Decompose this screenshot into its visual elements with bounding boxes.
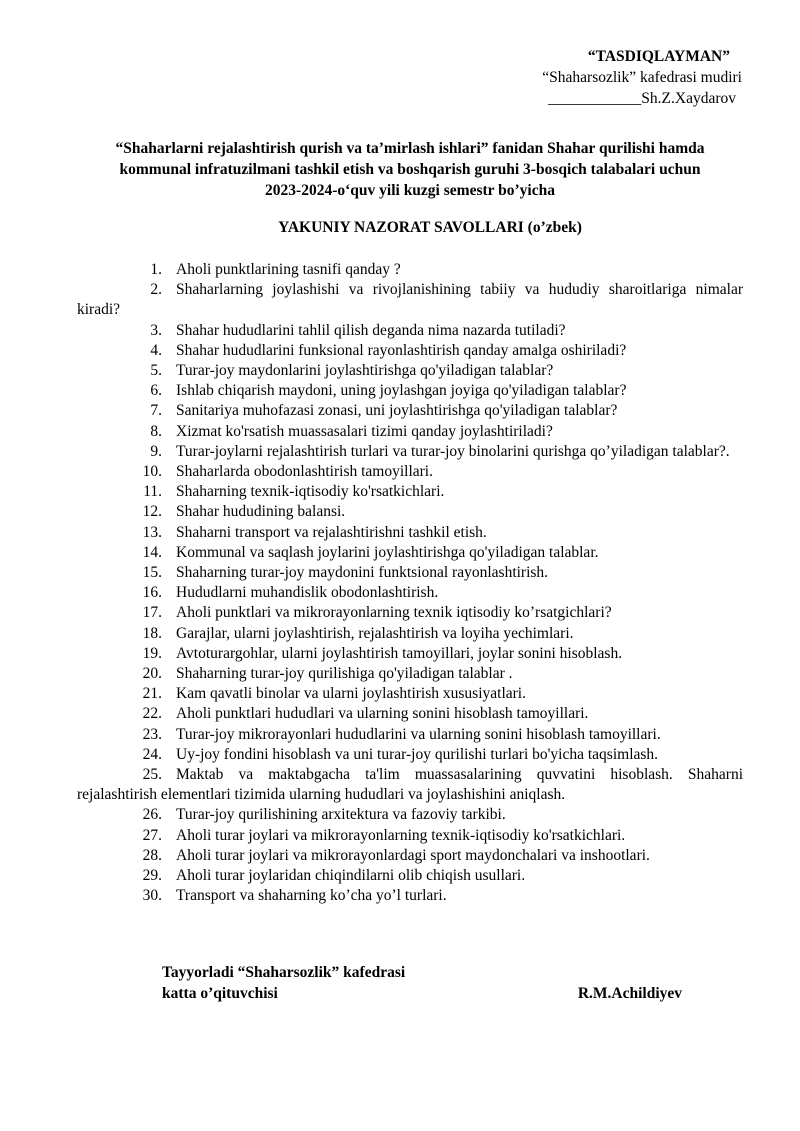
approval-position: “Shaharsozlik” kafedrasi mudiri [542,69,742,86]
question-item [77,846,743,866]
question-text: Shahar hududlarini funksional rayonlashtirish qanday amalga oshiriladi? [176,341,627,359]
question-item [77,341,743,361]
footer-signature [162,962,682,1004]
question-text: Shaharning turar-joy qurilishiga qo'yiladigan talablar . [176,665,513,683]
question-item [77,866,743,886]
question-number: 8. [150,422,162,440]
question-item [77,260,743,280]
question-list [77,260,743,907]
question-text: Kommunal va saqlash joylarini joylashtirishga qo'yiladigan talablar. [176,543,599,561]
document-subtitle: YAKUNIY NAZORAT SAVOLLARI (o’zbek) [278,219,582,236]
question-text: Shaharning turar-joy maydonini funktsional rayonlashtirish. [176,564,549,582]
question-number: 1. [150,261,162,278]
question-number: 3. [150,321,162,339]
document-title: “Shaharlarni rejalashtirish qurish va ta’mirlash ishlari” fanidan Shahar qurilishi hamda kommunal infratuzilmani tashkil etish va boshqarish guruhi 3-bosqich talabalari uchun 2023-2024-o‘quv yili kuzgi semestr bo’yicha [115,140,705,199]
question-text: Ishlab chiqarish maydoni, uning joylashgan joyiga qo'yiladigan talablar? [176,382,627,400]
question-text: Xizmat ko'rsatish muassasalari tizimi qanday joylashtiriladi? [176,422,553,440]
question-item [77,603,743,623]
question-item [77,502,743,522]
question-text: Aholi punktlarining tasnifi qanday ? [176,261,401,278]
question-text: Turar-joylarni rejalashtirish turlari va turar-joy binolarini qurishga qo’yiladigan talablar?. [176,442,730,460]
approval-heading: “TASDIQLAYMAN” [587,48,730,65]
question-item [77,321,743,341]
question-text: Maktab va maktabgacha ta'lim muassasalarining quvvatini hisoblash. Shaharni rejalashtirish elementlari tizimida ularning hududlari va joylashishini aniqlash. [77,766,743,804]
question-number: 19. [142,644,162,662]
footer-department: Tayyorladi “Shaharsozlik” kafedrasi [162,964,406,981]
question-item [77,523,743,543]
question-item [77,886,743,906]
question-number: 16. [142,584,162,602]
question-item [77,765,743,805]
question-number: 9. [150,442,162,460]
question-text: Transport va shaharning ko’cha yo’l turlari. [176,887,447,905]
question-number: 13. [142,523,162,541]
question-number: 7. [150,402,162,420]
question-number: 12. [142,503,162,521]
question-number: 5. [150,362,162,380]
question-text: Shaharlarda obodonlashtirish tamoyillari. [176,463,433,481]
question-number: 15. [142,564,162,582]
question-number: 11. [143,483,162,501]
question-text: Shahar hududlarini tahlil qilish deganda nima nazarda tutiladi? [176,321,566,339]
question-item [77,422,743,442]
footer-author: R.M.Achildiyev [577,985,682,1002]
question-number: 18. [142,624,162,642]
question-number: 29. [142,867,162,885]
question-number: 26. [142,806,162,824]
question-item [77,725,743,745]
approval-block [542,46,742,109]
question-item [77,684,743,704]
question-item [77,361,743,381]
question-text: Kam qavatli binolar va ularni joylashtirish xususiyatlari. [176,685,526,703]
approval-signature: ____________Sh.Z.Xaydarov [548,90,736,107]
question-number: 30. [142,887,162,905]
question-text: Turar-joy maydonlarini joylashtirishga qo'yiladigan talablar? [176,362,554,380]
question-number: 23. [142,725,162,743]
question-item [77,624,743,644]
question-number: 4. [150,341,162,359]
footer-position: katta o’qituvchisi [162,985,278,1002]
question-text: Aholi turar joylari va mikrorayonlardagi sport maydonchalari va inshootlari. [176,846,650,864]
question-text: Sanitariya muhofazasi zonasi, uni joylashtirishga qo'yiladigan talablar? [176,402,618,420]
question-number: 22. [142,705,162,723]
question-text: Garajlar, ularni joylashtirish, rejalashtirish va loyiha yechimlari. [176,624,574,642]
question-number: 10. [142,463,162,481]
question-item [77,664,743,684]
question-item [77,805,743,825]
question-item [77,401,743,421]
question-item [77,644,743,664]
question-item [77,745,743,765]
question-number: 2. [150,281,162,299]
question-item [77,462,743,482]
question-text: Hududlarni muhandislik obodonlashtirish. [176,584,439,602]
question-number: 6. [150,382,162,400]
question-number: 20. [142,665,162,683]
question-number: 28. [142,846,162,864]
question-number: 27. [142,826,162,844]
question-item [77,583,743,603]
question-item [77,280,743,320]
question-text: Aholi punktlari va mikrorayonlarning texnik iqtisodiy ko’rsatgichlari? [176,604,612,622]
question-text: Shaharlarning joylashishi va rivojlanishining tabiiy va hududiy sharoitlariga nimalar kiradi? [77,281,743,319]
question-text: Uy-joy fondini hisoblash va uni turar-joy qurilishi turlari bo'yicha taqsimlash. [176,745,659,763]
question-item [77,543,743,563]
question-text: Shaharning texnik-iqtisodiy ko'rsatkichlari. [176,483,445,501]
question-text: Avtoturargohlar, ularni joylashtirish tamoyillari, joylar sonini hisoblash. [176,644,623,662]
question-item [77,442,743,462]
question-text: Shahar hududining balansi. [176,503,346,521]
question-number: 21. [142,685,162,703]
question-text: Turar-joy mikrorayonlari hududlarini va ularning sonini hisoblash tamoyillari. [176,725,661,743]
question-item [77,482,743,502]
question-number: 24. [142,745,162,763]
question-text: Shaharni transport va rejalashtirishni tashkil etish. [176,523,487,541]
question-item [77,826,743,846]
question-number: 17. [142,604,162,622]
question-item [77,704,743,724]
question-number: 25. [142,766,162,784]
question-number: 14. [142,543,162,561]
question-text: Turar-joy qurilishining arxitektura va fazoviy tarkibi. [176,806,506,824]
question-text: Aholi turar joylaridan chiqindilarni olib chiqish usullari. [176,867,526,885]
question-item [77,381,743,401]
question-item [77,563,743,583]
question-text: Aholi punktlari hududlari va ularning sonini hisoblash tamoyillari. [176,705,589,723]
question-text: Aholi turar joylari va mikrorayonlarning texnik-iqtisodiy ko'rsatkichlari. [176,826,626,844]
